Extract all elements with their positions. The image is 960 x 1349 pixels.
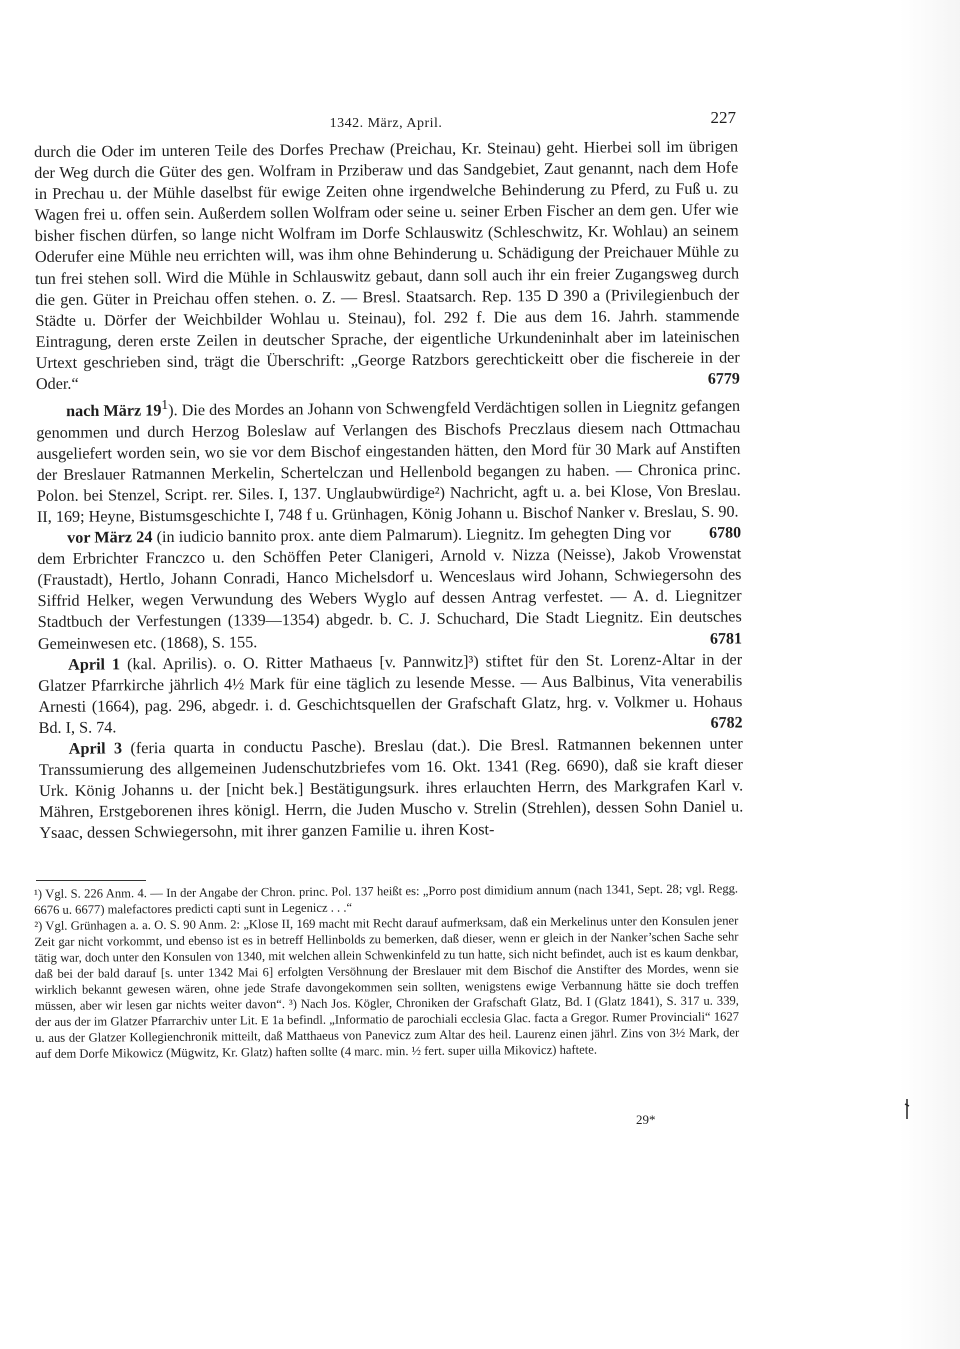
- scan-edge-shadow: [900, 0, 960, 1349]
- footnote: ²) Vgl. Grünhagen a. a. O. S. 90 Anm. 2: „Klose II, 169 macht mit Recht darauf aufmerksam, daß ein Merkelinus unter den Konsulen jener Zeit gar nicht vorkommt, und ebenso ist es in betreff Hellinbolds zu bemerken, daß dieser, wenn er gleich in der Nanker’schen Sache sehr tätig war, doch unter den Konsulen von 1340, mit welchen allein Schwenkinfeld zu tun hatte, sich nicht befindet, auch ist es kaum denkbar, daß bei der bald darauf [s. unter 1342 Mai 6] erfolgten Versöhnung der Breslauer mit dem Bischof die Anstifter des Mordes, wenn sie wirklich bekannt gewesen wären, ohne jede Strafe davongekommen sein sollten, wenigstens ewige Verbannung hätte sie doch treffen müssen, aber wir lesen gar nichts weiter davon“. ³) Nach Jos. Kögler, Chroniken der Grafschaft Glatz, Bd. I (Glatz 1841), S. 317 u. 339, der aus der im Glatzer Pfarrarchiv unter Lit. E 1a befindl. „Informatio de parochiali ecclesia Glac. facta a Gregor. Rumer Provinciali“ 1627 u. aus der Glatzer Kollegienchronik mitteilt, daß Matthaeus von Panevicz zum Altar des heil. Laurenz einen jährl. Zins von 3½ Mark, der auf dem Dorfe Mikowicz (Mügwitz, Kr. Glatz) haften sollte (4 marc. min. ½ fert. super uilla Mikovicz) haftete.: [34, 913, 740, 1061]
- page-header: [36, 108, 736, 134]
- paragraph-text: (in iudicio bannito prox. ante diem Palmarum). Liegnitz. Im gehegten Ding vor dem Erbrichter Franczco u. den Schöffen Peter Clanigeri, Arnold v. Nizza (Neisse), Jakob Vrowenstat (Fraustadt), Hertlo, Johann Conradi, Hanco Michelsdorf u. Wenceslaus wird Johann, Schwiegersohn des Siffrid Helker, wegen Verwundung des Webers Wyglo auf dessen Antrag verfestet. — A. d. Liegnitzer Stadtbuch der Verfestungen (1339—1354) abgedr. b. C. J. Schuchard, Die Stadt Liegnitz. Ein deutsches Gemeinwesen etc. (1868), S. 155.: [37, 524, 742, 653]
- regest-number: 6781: [709, 630, 742, 648]
- regest-paragraph: [37, 523, 742, 655]
- regest-date: April 3: [68, 739, 123, 758]
- paragraph-text: ). Die des Mordes an Johann von Schwengfeld Verdächtigen sollen in Liegnitz gefangen genommen und durch Herzog Boleslaw auf Verlangen des Bischofs Preczlaus diesem nach Ottmachau ausgeliefert worden sein, wo sie vor dem Bischof eingestanden hätten, den Mord für 30 Mark auf Anstiften der Breslauer Ratmannen Merkelin, Schertelczan und Hellenbold begangen zu haben. — Chronica princ. Polon. bei Stenzel, Script. rer. Siles. I, 137. Unglaubwürdige²) Nachricht, agft u. a. bei Klose, Von Breslau. II, 169; Heyne, Bistumsgeschichte I, 748 f u. Grünhagen, König Johann u. Bischof Nanker v. Breslau, S. 90.: [36, 396, 741, 526]
- signature-mark: 29*: [636, 1112, 656, 1127]
- regest-number: 6779: [707, 370, 740, 388]
- regest-date: April 1: [68, 654, 121, 674]
- regest-paragraph: [34, 136, 740, 395]
- paragraph-text: (kal. Aprilis). o. O. Ritter Mathaeus [v. Pannwitz]³) stiftet für den St. Lorenz-Altar in der Glatzer Pfarrkirche jährlich 4½ Mark für eine täglich zu lesende Messe. — Aus Balbinus, Vita venerabilis Arnesti (1664), pag. 296, abgedr. i. d. Geschichtsquellen der Grafschaft Glatz, hrg. v. Volkmer u. Hohaus Bd. I, S. 74.: [38, 650, 743, 737]
- regest-date: nach März 19: [66, 401, 162, 421]
- running-title: 1342. März, April.: [329, 116, 443, 131]
- footnotes: [34, 880, 739, 1062]
- regest-number: 6782: [710, 714, 743, 732]
- footnote: ¹) Vgl. S. 226 Anm. 4. — In der Angabe der Chron. princ. Pol. 137 heißt es: „Porro post dimidium annum (nach 1341, Sept. 28; vgl. Regg. 6676 u. 6677) malefactores predicti capti sunt in Legenicz . . .“: [34, 881, 739, 917]
- paragraph-text: (feria quarta in conductu Pasche). Breslau (dat.). Die Bresl. Ratmannen bekennen unter Transsumierung des allgemeinen Judenschutzbriefes vom 16. Okt. 1341 (Reg. 6690), daß sie kraft dieser Urk. König Johanns u. der [nicht bek.] Bestätigungsurk. ihres erlauchten Herrn, des Markgrafen Karl v. Mähren, Erstgeborenen ihres königl. Herrn, die Juden Muscho v. Strelin (Strehlen), dessen Sohn Daniel u. Ysaac, dessen Schwiegersohn, mit ihrer ganzen Familie u. ihren Kost-: [38, 734, 744, 843]
- footnote-ref: 1: [161, 397, 169, 413]
- footnote-divider: [36, 880, 146, 881]
- regest-number: 6780: [709, 524, 742, 542]
- paragraph-text: durch die Oder im unteren Teile des Dorfes Prechaw (Preichau, Kr. Steinau) geht. Hierbei soll im übrigen der Weg durch die Güter des gen. Wolfram in Prziberaw und das Sandgebiet, Zaut genannt, nach dem Hofe in Prechau u. der Mühle daselbst für ewige Zeiten ohne irgendwelche Behinderung zu Pferd, zu Fuß u. zu Wagen frei u. offen sein. Außerdem sollen Wolfram oder seine u. seiner Erben Fischer an dem gen. Ufer wie bisher fischen dürfen, so lange nicht Wolfram im Dorfe Schlauswitz (Schleschwitz, Kr. Wohlau) an seinem Oderufer eine Mühle neu errichten will, was ihm ohne Behinderung u. Schädigung der Preichauer Mühle zu tun frei stehen soll. Wird die Mühle in Schlauswitz gebaut, dann soll auch ihr ein freier Zugangsweg durch die gen. Güter in Preichau offen stehen. o. Z. — Bresl. Staatsarch. Rep. 135 D 390 a (Privilegienbuch der Städte u. Dörfer der Weichbilder Wohlau u. Steinau), fol. 292 f. Die aus dem 16. Jahrh. stammende Eintragung, deren erste Zeilen in deutscher Sprache, der eigentliche Urkundeninhalt aber im lateinischen Urtext geschrieben sind, trägt die Überschrift: „George Ratzbors gerechtickeitt ober die fischereie in der Oder.“: [34, 137, 740, 394]
- regest-paragraph: [38, 649, 743, 739]
- main-text: [34, 136, 743, 844]
- page-number: 227: [710, 108, 736, 127]
- regest-date: vor März 24: [67, 528, 153, 547]
- regest-paragraph: [39, 733, 744, 844]
- margin-mark-icon: [904, 1098, 910, 1120]
